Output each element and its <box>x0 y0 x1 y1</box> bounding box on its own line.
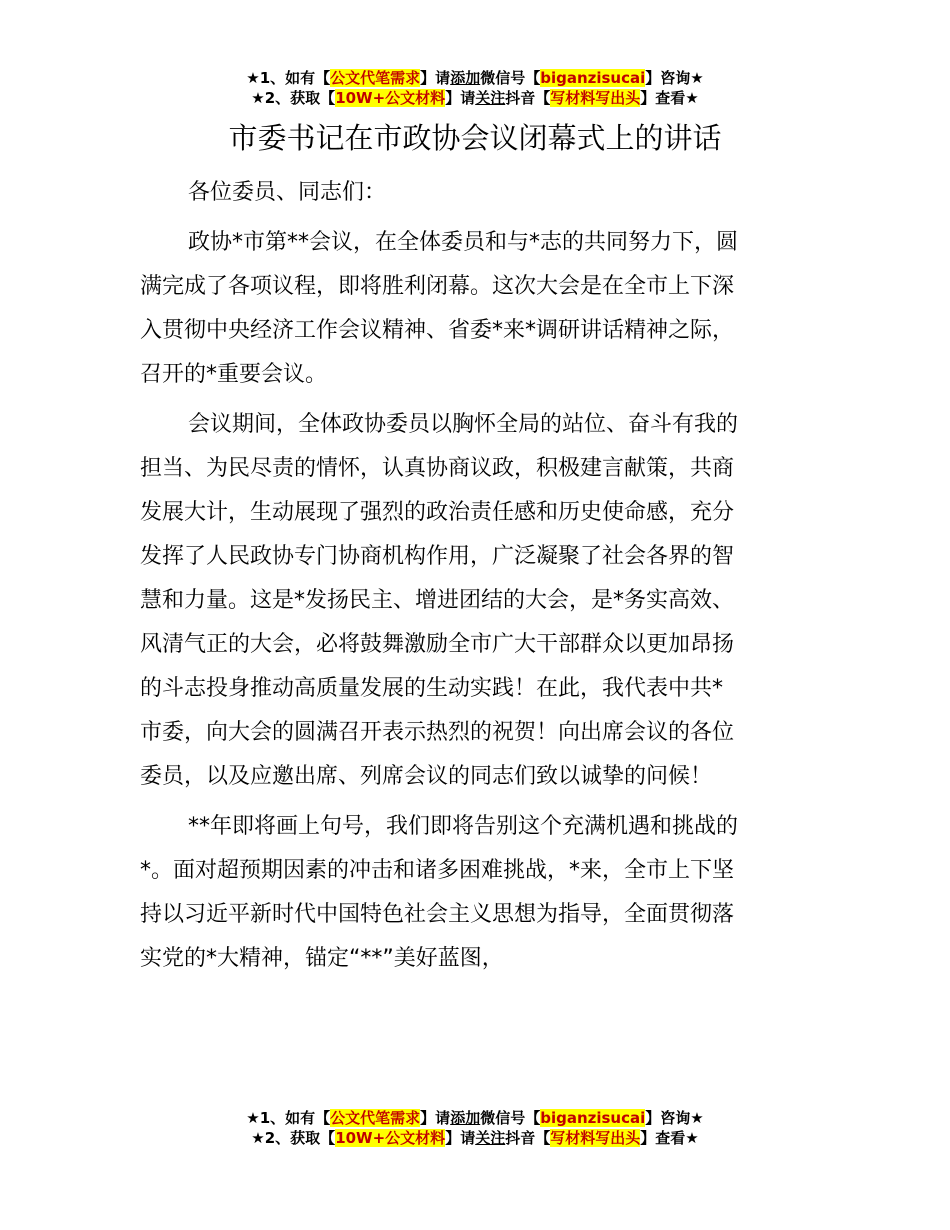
highlight-service: 公文代笔需求 <box>330 69 421 87</box>
highlight-wechat-id: biganzisucai <box>540 1109 646 1127</box>
promo-banner-top <box>0 68 950 108</box>
paragraph-2: 会议期间，全体政协委员以胸怀全局的站位、奋斗有我的 担当、为民尽责的情怀，认真协商议政，积极建言献策，共商 发展大计，生动展现了强烈的政治责任感和历史使命感，充分 发挥了人民政协专门协商机构作用，广泛凝聚了社会各界的智 慧和力量。这是*发扬民主、增进团结的大会，是*务实高效、 风清气正的大会，必将鼓舞激励全市广大干部群众以更加昂扬 的斗志投身推动高质量发展的生动实践！在此，我代表中共* 市委，向大会的圆满召开表示热烈的祝贺！向出席会议的各位 委员，以及应邀出席、列席会议的同志们致以诚挚的问候！ <box>140 412 739 789</box>
salutation: 各位委员、同志们： <box>188 180 387 205</box>
highlight-douyin-account: 写材料写出头 <box>550 1129 641 1147</box>
highlight-materials: 10W+公文材料 <box>335 89 446 107</box>
highlight-wechat-id: biganzisucai <box>540 69 646 87</box>
promo-line-2: ★2、获取【10W+公文材料】请关注抖音【写材料写出头】查看★ <box>251 89 699 107</box>
document-title: 市委书记在市政协会议闭幕式上的讲话 <box>228 121 722 155</box>
highlight-service: 公文代笔需求 <box>330 1109 421 1127</box>
promo-line-1: ★1、如有【公文代笔需求】请添加微信号【biganzisucai】咨询★ <box>246 69 704 87</box>
highlight-douyin-account: 写材料写出头 <box>550 89 641 107</box>
document-body <box>140 171 812 987</box>
highlight-materials: 10W+公文材料 <box>335 1129 446 1147</box>
promo-banner-bottom <box>0 1108 950 1148</box>
paragraph-1: 政协*市第**会议，在全体委员和与*志的共同努力下，圆 满完成了各项议程，即将胜利闭幕。这次大会是在全市上下深 入贯彻中央经济工作会议精神、省委*来*调研讲话精神之际， 召开的*重要会议。 <box>140 230 739 387</box>
promo-line-2: ★2、获取【10W+公文材料】请关注抖音【写材料写出头】查看★ <box>251 1129 699 1147</box>
promo-line-1: ★1、如有【公文代笔需求】请添加微信号【biganzisucai】咨询★ <box>246 1109 704 1127</box>
paragraph-3: **年即将画上句号，我们即将告别这个充满机遇和挑战的 *。面对超预期因素的冲击和诸多困难挑战，*来，全市上下坚 持以习近平新时代中国特色社会主义思想为指导，全面贯彻落 实党的*大精神，锚定“**”美好蓝图， <box>140 814 739 971</box>
